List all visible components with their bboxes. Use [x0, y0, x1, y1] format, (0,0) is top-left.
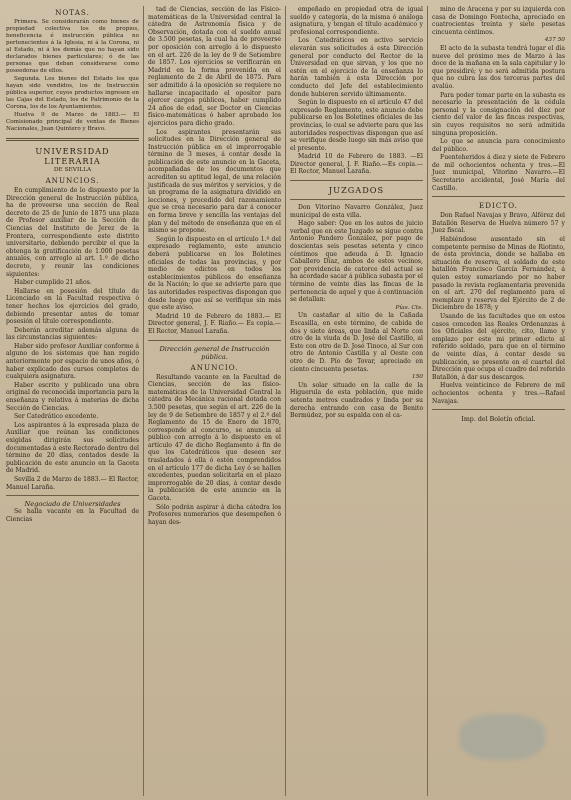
notas-heading: NOTAS.	[55, 8, 90, 17]
column-1	[6, 6, 139, 796]
paragraph: Sólo podrán aspirar á dicha cátedra los Profesores numerarios que desempeñen ó hayan des-	[148, 503, 281, 526]
paragraph: Deberán acreditar además alguna de las circunstancias siguientes:	[6, 326, 139, 342]
university-heading: UNIVERSIDAD LITERARIA	[35, 146, 110, 166]
amount: 437 50	[544, 37, 565, 44]
paragraph: Para poder tomar parte en la subasta es necesario la presentación de la cédula personal y la consignación del diez por ciento del valor de las fincas respectivas, sin cuyos requisitos no será admitida ninguna proposición.	[432, 91, 565, 137]
divider	[148, 340, 281, 341]
paragraph: Ser Catedrático excedente.	[14, 413, 99, 421]
paragraph: Haber sido profesor Auxiliar conforme á alguno de los sistemas que han regido anteriormente por espacio de unos años, ó haber explicado dos cursos completos de cualquiera asignatura.	[6, 342, 139, 381]
paragraph: tad de Ciencias, sección de las Físico-matemáticas de la Universidad central la cátedra de Astronomía física y de Observación, dotada con el sueldo anual de 3.500 pesetas, la cual ha de proveerse por oposición con arreglo á lo dispuesto en el art. 226 de la ley de 9 de Setiembre de 1857. Los ejercicios se verificarán en Madrid en la forma prevenida en el reglamento de 2 de Abril de 1875. Para ser admitido á la oposición se requiere no hallarse incapacitado el opositor para ejercer cargos públicos, haber cumplido 24 años de edad, ser Doctor en Ciencias físico-matemáticas ó haber aprobado los ejercicios para dicho grado.	[148, 6, 281, 127]
signature: Madrid 10 de Febrero de 1883.— El Director general, J. F. Riaño.— Es copia.— El Rector, Manuel Laraña.	[148, 312, 281, 335]
paragraph: empeñado en propiedad otra de igual sueldo y categoría, de la misma ó análoga asignatura, y tengan el título académico y profesional correspondiente.	[290, 6, 423, 36]
paragraph: Huelva veinticinco de Febrero de mil ochocientos ochenta y tres.—Rafael Navajas.	[432, 382, 565, 405]
columns	[6, 6, 565, 796]
paragraph: Resultando vacante en la Facultad de Ciencias, sección de las físico-matemáticas de la Universidad Central la cátedra de Mecánica racional dotada con 3.500 pesetas, que según el art. 226 de la ley de 9 de Setiembre de 1857 y el 2.º del Reglamento de 15 de Enero de 1870, corresponde al concurso, se anuncia al público con arreglo á lo dispuesto en el artículo 47 de dicho Reglamento á fin de que los Catedráticos que deseen ser trasladados á ella ó estén comprendidos en el artículo 177 de dicha Ley ó se hallen excedentes, puedan solicitarla en el plazo improrrogable de 20 días, á contar desde la publicación de este anuncio en la Gaceta.	[148, 373, 281, 503]
divider	[6, 138, 139, 141]
notas-date: Huelva 9 de Marzo de 1883.— El Comisionado principal de ventas de Bienes Nacionales, Juan Quintero y Bravo.	[6, 112, 139, 132]
juzgados-heading: JUZGADOS	[328, 185, 385, 196]
divider	[290, 199, 423, 200]
paragraph: Lo que se anuncia para conocimiento del público.	[432, 138, 565, 153]
paragraph: Los aspirantes á la expresada plaza de Auxiliar que reúnan las condiciones exigidas dirigirán sus solicitudes documentadas á este Rectorado dentro del término de 20 días, contados desde la publicación de este anuncio en la Gaceta de Madrid.	[6, 421, 139, 475]
paragraph: Don Vitorino Navarro González, Juez municipal de esta villa.	[290, 204, 423, 219]
amount: 150	[411, 374, 423, 381]
column-2	[143, 6, 281, 796]
paragraph: Según lo dispuesto en el artículo 47 del expresado Reglamento, este anuncio debe publicarse en los Boletines oficiales de las provincias, lo cual se advierte para que las autoridades respectivas dispongan que así se verifique desde luego sin más aviso que el presente.	[290, 99, 423, 152]
signature: Sevilla 2 de Marzo de 1883.— El Rector, Manuel Laraña.	[6, 475, 139, 491]
paragraph: Haber cumplido 21 años.	[14, 279, 92, 287]
divider	[432, 409, 565, 410]
paragraph: Los Catedráticos en activo servicio elevarán sus solicitudes á esta Dirección general por conducto del Rector de la Universidad en que sirvan, y los que no estén en el ejercicio de la enseñanza lo harán también á esta Dirección por conducto del Jefe del establecimiento donde hubieren servido últimamente.	[290, 37, 423, 98]
amount-column-header: Pías. Cts.	[395, 304, 423, 311]
paragraph: Un castañar al sitio de la Cañada Escasilla, en este término, de cabida de dos y siete áreas, que linda al Norte con otro de la viuda de D. José del Castillo, al Este con otro de D. José Tinoco, al Sur con otro de Antonio Castilla y al Oeste con otro de D. Pío de Tovar, apreciado en ciento cincuenta pesetas.	[290, 312, 423, 373]
divider	[290, 180, 423, 181]
paragraph: El acto de la subasta tendrá lugar el día nueve del próximo mes de Marzo á las doce de la mañana en la sala capitular y lo que presidiré; y no será admitida postura que no cubra las dos terceras partes del avalúo.	[432, 44, 565, 90]
university-subheading: DE SEVILLA	[53, 167, 92, 173]
paragraph: Usando de las facultades que en estos casos conceden las Reales Ordenanzas á los Oficiales del ejército, cito, llamo y emplazo por este mi primer edicto al referido soldado, para que en el término de veinte días, á contar desde su publicación, se presente en el cuartel del Dirección que ocupa el cuadro del referido Batallón, á dar sus descargos.	[432, 312, 565, 381]
column-4	[427, 6, 565, 796]
column-3	[285, 6, 423, 796]
stamp-mark	[459, 714, 545, 760]
notas-paragraph-1: Primera. Se considerarán como bienes de propiedad colectiva los de propios, beneficencia é instrucción pública no pertenecientes á la Iglesia, ni á la Corona, ni al Estado, ni á los demás que no hayan sido declarados bienes particulares; ó de las personas que deban considerarse como poseedoras de ellos.	[6, 19, 139, 74]
paragraph: Hago saber: Que en los autos de juicio verbal que en este Juzgado se sigue contra Antonio Pandero González, por pago de doscientas seis pesetas setenta y cinco céntimos que adeuda á D. Ignacio Caballero Díaz, ambos de estos vecinos, por providencia de catorce del actual se ha acordado sacar á pública subasta por el término de veinte días las fincas de la pertenencia de aquel y que á continuación se detallan:	[290, 220, 423, 304]
direccion-heading: Dirección general de Instrucción pública.	[159, 344, 270, 361]
signature: Madrid 10 de Febrero de 1883. —El Director general, J. F. Riaño.—Es copia.—El Rector, Manuel Laraña.	[290, 153, 423, 176]
anuncio-heading: ANUNCIO.	[190, 362, 239, 372]
paragraph: Habiéndose ausentado sin el competente permiso de Minas de Riotinto, de esta provincia, donde se hallaba en situación de reserva, el soldado de este batallón Francisco García Fernández, á quien estoy sumariando por no haber pasado la revista reglamentaria prevenida en el art. 270 del reglamento para el reemplazo y reserva del Ejército de 2 de Diciembre de 1878; y	[432, 236, 565, 312]
paragraph: En cumplimiento de lo dispuesto por la Dirección general de Instrucción pública, ha de proveerse una sección de Real decreto de 25 de Junio de 1875 una plaza de Profesor auxiliar de la Sección de Ciencias del Instituto de Jerez de la Frontera, correspondiente este distrito universitario, debiendo percibir el que la obtenga la gratificación de 1.000 pesetas anuales, con arreglo al art. 1.º de dicho decreto, y reunir las condiciones siguientes:	[6, 187, 139, 278]
paragraph: Fuenteheridos á diez y siete de Febrero de mil ochocientos ochenta y tres.—El Juez municipal, Vitorino Navarro.—El Secretario accidental, José María del Castillo.	[432, 154, 565, 192]
negociado-heading: Negociado de Universidades	[24, 500, 121, 509]
divider	[432, 196, 565, 197]
divider	[6, 495, 139, 496]
anuncios-heading: ANUNCIOS.	[45, 176, 100, 185]
paragraph: Haber escrito y publicado una obra original de reconocida importancia para la enseñanza y relativa á materias de dicha Sección de Ciencias.	[6, 381, 139, 412]
paragraph: Hallarse en posesión del título de Licenciado en la Facultad respectiva ó tener hechos los ejercicios del grado, debiendo presentar antes de tomar posesión el título correspondiente.	[6, 287, 139, 326]
paragraph: Según lo dispuesto en el artículo 1.º del expresado reglamento, este anuncio deberá publicarse en los Boletines oficiales de todas las provincias, y por medio de edictos en todos los establecimientos públicos de enseñanza de la Nación; lo que se advierte para que las autoridades respectivas dispongan que desde luego que así se verifique sin más que este aviso.	[148, 235, 281, 312]
paragraph: Un solar situado en la calle de la Higuerula de esta población, que mide setenta metros cuadrados y linda por su derecha entrando con casa de Benito Bermúdez, por su espalda con el ca-	[290, 381, 423, 420]
edicto-heading: EDICTO.	[479, 201, 518, 211]
imprenta-footer: Imp. del Boletín oficial.	[461, 416, 536, 424]
paragraph: Se halla vacante en la Facultad de Ciencias	[6, 508, 139, 523]
paragraph: mino de Aracena y por su izquierda con casa de Domingo Fontecha, apreciado en cuatrocientas treinta y siete pesetas cincuenta céntimos.	[432, 6, 565, 36]
paragraph: Don Rafael Navajas y Bravo, Alférez del Batallón Reserva de Huelva número 57 y Juez fiscal.	[432, 212, 565, 235]
paragraph: Los aspirantes presentarán sus solicitudes en la Dirección general de Instrucción pública en el improrrogable término de 3 meses, á contar desde la publicación de este anuncio en la Gaceta, acompañadas de los documentos que acrediten su aptitud legal, de una relación justificada de sus méritos y servicios, y de un programa de la asignatura dividido en lecciones, y precedido del razonamiento que se crea necesario para dar á conocer en forma breve y sencilla las ventajas del plan y del método de enseñanza que en el mismo se propone.	[148, 128, 281, 235]
notas-paragraph-2: Segunda. Los bienes del Estado los que hayan sido vendidos, los de Instrucción pública superior, cuyos productos ingresen en las Cajas del Estado, los de Patrimonio de la Corona, los de los Ayuntamientos.	[6, 76, 139, 110]
